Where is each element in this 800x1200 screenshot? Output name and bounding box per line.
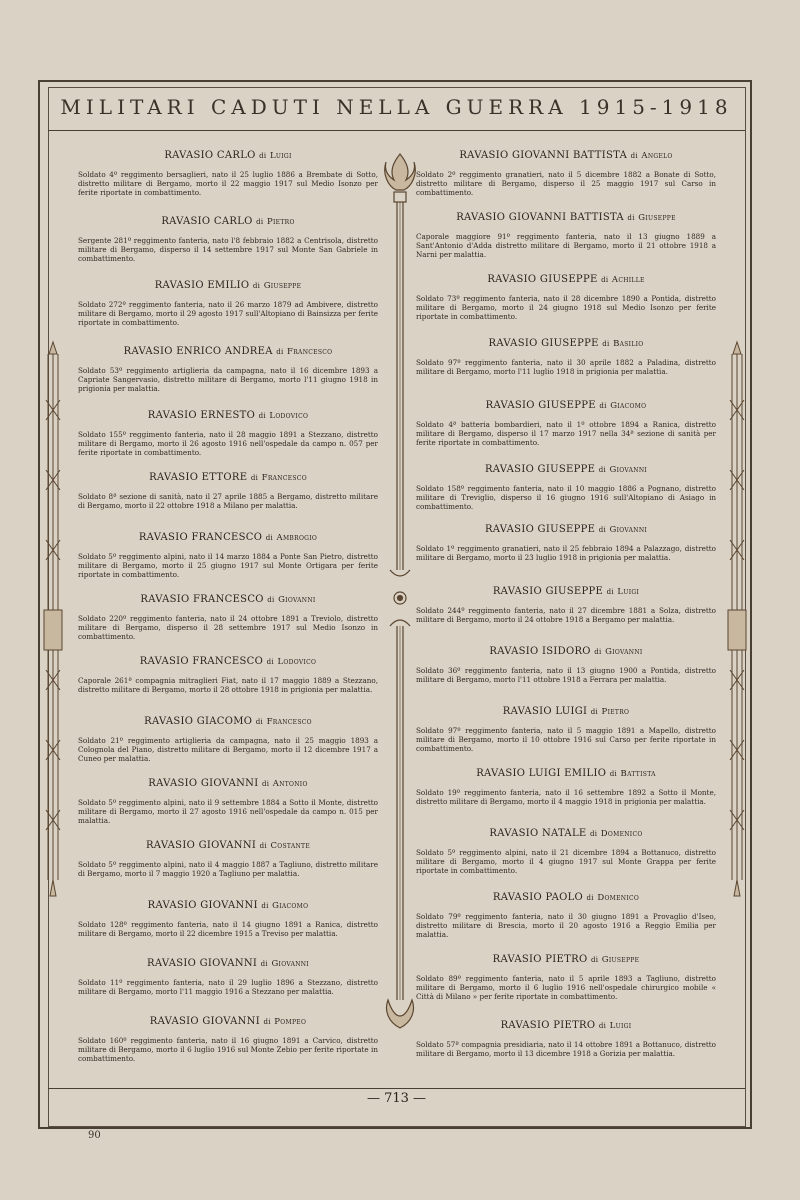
entry <box>416 400 716 447</box>
entry-name: RAVASIO NATALE di Domenico <box>489 828 643 839</box>
entry-description: Soldato 158º reggimento fanteria, nato il 10 maggio 1886 a Pognano, distretto militare di Treviglio, disperso il 16 giugno 1916 sull'Altopiano di Asiago in combattimento. <box>416 484 716 511</box>
entry-description: Soldato 220º reggimento fanteria, nato il 24 ottobre 1891 a Treviolo, distretto militare di Bergamo, disperso il 28 settembre 1917 sul Medio Isonzo in combattimento. <box>78 614 378 641</box>
entry <box>416 274 716 321</box>
entry <box>78 840 378 878</box>
entry-description: Soldato 155º reggimento fanteria, nato il 28 maggio 1891 a Stezzano, distretto militare di Bergamo, morto il 26 agosto 1916 nell'ospedale da campo n. 057 per ferite riportate in combattimento. <box>78 430 378 457</box>
entry-description: Soldato 272º reggimento fanteria, nato il 26 marzo 1879 ad Ambivere, distretto militare di Bergamo, morto il 29 agosto 1917 sull'Altopiano di Bainsizza per ferite riportate in combattimento. <box>78 300 378 327</box>
entry-name: RAVASIO GIUSEPPE di Giovanni <box>484 524 648 535</box>
right-fasces-ornament <box>722 340 752 900</box>
entry-description: Soldato 4º reggimento bersaglieri, nato il 25 luglio 1886 a Brembate di Sotto, distretto militare di Bergamo, morto il 22 maggio 1917 sul Medio Isonzo per ferite riportate in combattimento. <box>78 170 378 197</box>
entry-name: RAVASIO GIACOMO di Francesco <box>144 716 312 727</box>
entry <box>78 410 378 457</box>
entry-name: RAVASIO LUIGI di Pietro <box>502 706 630 717</box>
entry <box>78 280 378 327</box>
entry-description: Soldato 36º reggimento fanteria, nato il 13 giugno 1900 a Pontida, distretto militare di Bergamo, morto l'11 ottobre 1918 a Ferrara per malattia. <box>416 666 716 684</box>
entry-name: RAVASIO GIUSEPPE di Giovanni <box>484 464 648 475</box>
entry-name: RAVASIO PAOLO di Domenico <box>492 892 640 903</box>
entry <box>416 338 716 376</box>
entry <box>416 150 716 197</box>
entry-description: Soldato 5º reggimento alpini, nato il 9 settembre 1884 a Sotto il Monte, distretto militare di Bergamo, morto il 27 agosto 1916 nell'ospedale da campo n. 015 per malattia. <box>78 798 378 825</box>
entry-name: RAVASIO FRANCESCO di Giovanni <box>140 594 316 605</box>
entry <box>78 900 378 938</box>
entry-name: RAVASIO ENRICO ANDREA di Francesco <box>123 346 333 357</box>
entry-description: Soldato 73º reggimento fanteria, nato il 28 dicembre 1890 a Pontida, distretto militare di Bergamo, morto il 24 giugno 1918 sul Medio Isonzo per ferite riportate in combattimento. <box>416 294 716 321</box>
central-torch-ornament <box>380 150 420 1040</box>
entry <box>416 1020 716 1058</box>
entry <box>78 778 378 825</box>
entry-name: RAVASIO ETTORE di Francesco <box>149 472 307 483</box>
entry-name: RAVASIO GIUSEPPE di Luigi <box>492 586 640 597</box>
entry-description: Soldato 21º reggimento artiglieria da campagna, nato il 25 maggio 1893 a Colognola del Piano, distretto militare di Bergamo, morto il 12 dicembre 1917 a Cuneo per malattia. <box>78 736 378 763</box>
footer-divider <box>48 1088 745 1089</box>
entry <box>416 768 716 806</box>
entry-name: RAVASIO EMILIO di Giuseppe <box>154 280 302 291</box>
entry-description: Soldato 5º reggimento alpini, nato il 14 marzo 1884 a Ponte San Pietro, distretto militare di Bergamo, morto il 25 giugno 1917 sul Monte Ortigara per ferite riportate in combattimento. <box>78 552 378 579</box>
left-fasces-ornament <box>38 340 68 900</box>
entry <box>416 954 716 1001</box>
entry-name: RAVASIO GIOVANNI di Pompeo <box>149 1016 307 1027</box>
entry-name: RAVASIO GIUSEPPE di Achille <box>487 274 645 285</box>
entry-description: Soldato 160º reggimento fanteria, nato il 16 giugno 1891 a Carvico, distretto militare di Bergamo, morto il 6 luglio 1916 sul Monte Zebio per ferite riportate in combattimento. <box>78 1036 378 1063</box>
entry-description: Soldato 128º reggimento fanteria, nato il 14 giugno 1891 a Ranica, distretto militare di Bergamo, morto il 22 dicembre 1915 a Treviso per malattia. <box>78 920 378 938</box>
entry <box>78 346 378 393</box>
entry-description: Soldato 57ª compagnia presidiaria, nato il 14 ottobre 1891 a Bottanuco, distretto militare di Bergamo, morto il 13 dicembre 1918 a Gorizia per malattia. <box>416 1040 716 1058</box>
entry-description: Soldato 79º reggimento fanteria, nato il 30 giugno 1891 a Provaglio d'Iseo, distretto militare di Brescia, morto il 20 agosto 1916 a Reggio Emilia per malattia. <box>416 912 716 939</box>
entry <box>416 524 716 562</box>
page-title: MILITARI CADUTI NELLA GUERRA 1915-1918 <box>60 95 733 119</box>
entry-name: RAVASIO GIOVANNI di Costante <box>145 840 311 851</box>
entry-description: Soldato 97º reggimento fanteria, nato il 5 maggio 1891 a Mapello, distretto militare di Bergamo, morto il 10 ottobre 1916 sul Carso per ferite riportate in combattimento. <box>416 726 716 753</box>
entry <box>78 656 378 694</box>
entry-description: Soldato 244º reggimento fanteria, nato il 27 dicembre 1881 a Solza, distretto militare di Bergamo, morto il 24 ottobre 1918 a Bergamo per malattia. <box>416 606 716 624</box>
entry-description: Soldato 4ª batteria bombardieri, nato il 1º ottobre 1894 a Ranica, distretto militare di Bergamo, disperso il 17 marzo 1917 nella 34ª sezione di sanità per ferite riportate in combattimento. <box>416 420 716 447</box>
entry <box>416 464 716 511</box>
entry-name: RAVASIO ERNESTO di Lodovico <box>147 410 309 421</box>
entry-name: RAVASIO CARLO di Pietro <box>161 216 295 227</box>
entry-name: RAVASIO GIOVANNI di Giovanni <box>147 958 309 969</box>
entry-description: Soldato 97º reggimento fanteria, nato il 30 aprile 1882 a Paladina, distretto militare di Bergamo, morto l'11 luglio 1918 in prigionia per malattia. <box>416 358 716 376</box>
entry <box>78 216 378 263</box>
entry <box>416 892 716 939</box>
header-divider <box>48 130 745 131</box>
entry-name: RAVASIO PIETRO di Giuseppe <box>492 954 640 965</box>
entry <box>416 646 716 684</box>
entry-name: RAVASIO FRANCESCO di Ambrogio <box>138 532 318 543</box>
corner-folio-number: 90 <box>88 1130 101 1141</box>
entry <box>416 706 716 753</box>
entry <box>416 828 716 875</box>
entry-description: Soldato 2º reggimento granatieri, nato il 5 dicembre 1882 a Bonate di Sotto, distretto militare di Bergamo, disperso il 25 maggio 1917 sul Carso in combattimento. <box>416 170 716 197</box>
entry-name: RAVASIO GIUSEPPE di Giacomo <box>485 400 647 411</box>
entry-name: RAVASIO GIOVANNI di Antonio <box>148 778 308 789</box>
entry-name: RAVASIO FRANCESCO di Lodovico <box>139 656 317 667</box>
entry-name: RAVASIO PIETRO di Luigi <box>500 1020 632 1031</box>
entry-description: Caporale maggiore 91º reggimento fanteria, nato il 13 giugno 1889 a Sant'Antonio d'Adda distretto militare di Bergamo, morto il 21 ottobre 1918 a Narni per malattia. <box>416 232 716 259</box>
entry-name: RAVASIO GIOVANNI BATTISTA di Giuseppe <box>456 212 676 223</box>
entry <box>416 212 716 259</box>
entry-name: RAVASIO GIOVANNI di Giacomo <box>147 900 309 911</box>
entry <box>78 472 378 510</box>
entry <box>78 958 378 996</box>
entry-description: Soldato 1º reggimento granatieri, nato il 25 febbraio 1894 a Palazzago, distretto militare di Bergamo, morto il 23 luglio 1918 in prigionia per malattia. <box>416 544 716 562</box>
entry-description: Soldato 53º reggimento artiglieria da campagna, nato il 16 dicembre 1893 a Capriate Sangervasio, distretto militare di Bergamo, morto l'11 giugno 1918 in prigionia per malattia. <box>78 366 378 393</box>
entry-description: Soldato 19º reggimento fanteria, nato il 16 settembre 1892 a Sotto il Monte, distretto militare di Bergamo, morto il 4 maggio 1918 in prigionia per malattia. <box>416 788 716 806</box>
entry-name: RAVASIO GIOVANNI BATTISTA di Angelo <box>459 150 673 161</box>
entry-name: RAVASIO LUIGI EMILIO di Battista <box>476 768 656 779</box>
entry <box>78 1016 378 1063</box>
entry-description: Soldato 11º reggimento fanteria, nato il 29 luglio 1896 a Stezzano, distretto militare di Bergamo, morto l'11 maggio 1916 a Stezzano per malattia. <box>78 978 378 996</box>
entry-name: RAVASIO GIUSEPPE di Basilio <box>488 338 644 349</box>
entry-description: Soldato 5º reggimento alpini, nato il 4 maggio 1887 a Tagliuno, distretto militare di Bergamo, morto il 7 maggio 1920 a Tagliuno per malattia. <box>78 860 378 878</box>
entry <box>78 532 378 579</box>
entry <box>416 586 716 624</box>
page-number: — 713 — <box>366 1091 427 1106</box>
entry <box>78 150 378 197</box>
entry <box>78 716 378 763</box>
entry-description: Sergente 281º reggimento fanteria, nato l'8 febbraio 1882 a Centrisola, distretto militare di Bergamo, disperso il 14 settembre 1917 sul Monte San Gabriele in combattimento. <box>78 236 378 263</box>
entry-name: RAVASIO CARLO di Luigi <box>164 150 292 161</box>
entry-name: RAVASIO ISIDORO di Giovanni <box>489 646 643 657</box>
entry-description: Soldato 5º reggimento alpini, nato il 21 dicembre 1894 a Bottanuco, distretto militare di Bergamo, morto il 4 giugno 1917 sul Monte Grappa per ferite riportate in combattimento. <box>416 848 716 875</box>
entry-description: Soldato 8ª sezione di sanità, nato il 27 aprile 1885 a Bergamo, distretto militare di Bergamo, morto il 22 ottobre 1918 a Milano per malattia. <box>78 492 378 510</box>
entry <box>78 594 378 641</box>
entry-description: Caporale 261ª compagnia mitraglieri Fiat, nato il 17 maggio 1889 a Stezzano, distretto militare di Bergamo, morto il 28 ottobre 1918 in prigionia per malattia. <box>78 676 378 694</box>
entry-description: Soldato 89º reggimento fanteria, nato il 5 aprile 1893 a Tagliuno, distretto militare di Bergamo, morto il 6 luglio 1916 nell'ospedale chirurgico mobile « Città di Milano » per ferite riportate in combattimento. <box>416 974 716 1001</box>
